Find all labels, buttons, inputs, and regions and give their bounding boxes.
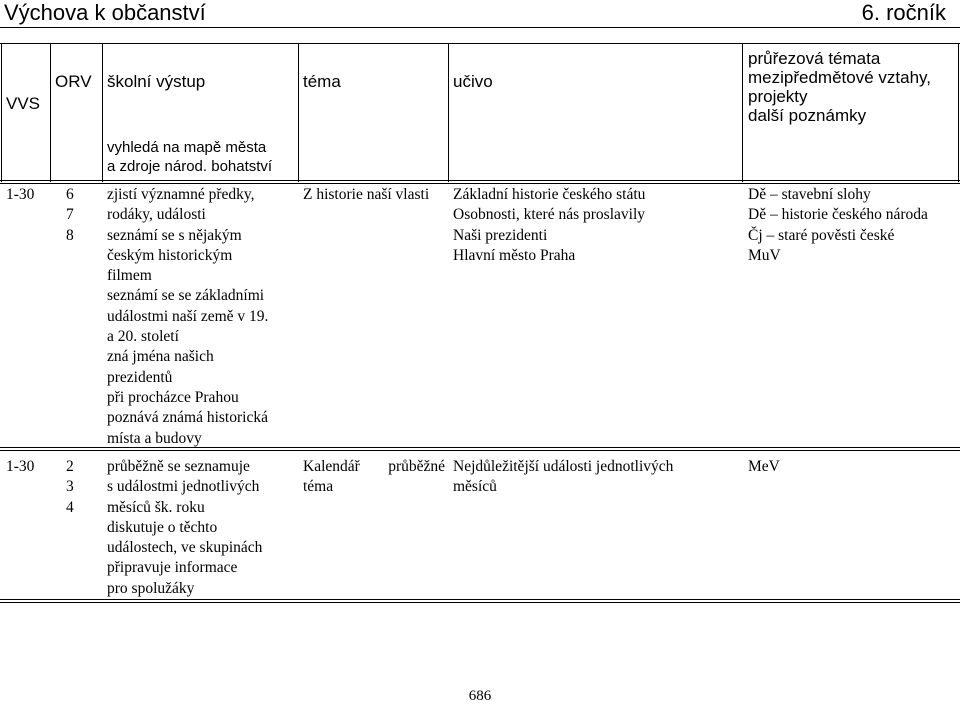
col-divider: [298, 43, 299, 182]
outcome-line: seznámí se s nějakým: [107, 226, 242, 244]
orv-number: 4: [66, 498, 74, 516]
content-item: Hlavní město Praha: [453, 246, 576, 264]
document-title: Výchova k občanství: [4, 0, 206, 25]
section2-vvs: 1-30: [6, 458, 35, 475]
section1-cross: [748, 185, 928, 266]
outcome-line: měsíců šk. roku: [107, 498, 205, 516]
col-header-cross: [748, 49, 931, 125]
orv-number: 3: [66, 478, 74, 496]
cross-item: Dě – stavební slohy: [748, 186, 871, 203]
section2-content: [453, 457, 673, 498]
content-line: Nejdůležitější události jednotlivých: [453, 458, 674, 475]
section2-outcomes: [107, 457, 262, 599]
topic-line: Kalendář průběžné: [303, 458, 445, 475]
outcome-line: místa a budovy: [107, 429, 202, 447]
section1-content: [453, 185, 645, 266]
outcome-line: při procházce Prahou: [107, 388, 239, 406]
prev-outcome: [107, 138, 272, 176]
header-rule: [0, 27, 960, 28]
section1-orv: [66, 185, 74, 246]
outcome-line: prezidentů: [107, 368, 173, 386]
col-divider: [1, 43, 2, 182]
section2-topic: [303, 457, 445, 498]
section1-outcomes: [107, 185, 268, 449]
outcome-line: průběžně se seznamuje: [107, 458, 250, 475]
orv-number: 2: [66, 458, 74, 475]
col-header-content: učivo: [453, 72, 493, 91]
cross-item: Čj – staré pověsti české: [748, 226, 895, 244]
content-item: Naši prezidenti: [453, 226, 548, 244]
outcome-line: rodáky, události: [107, 206, 206, 224]
col-divider: [958, 43, 959, 182]
section1-topic: Z historie naší vlasti: [303, 186, 430, 203]
orv-number: 6: [66, 186, 74, 203]
section2-cross: MeV: [748, 458, 780, 475]
topic-line: téma: [303, 478, 334, 496]
col-header-cross-line: projekty: [748, 87, 808, 106]
col-divider: [102, 43, 103, 182]
prev-outcome-line: a zdroje národ. bohatství: [107, 158, 273, 175]
outcome-line: pro spolužáky: [107, 579, 195, 597]
table-top-rule: [0, 43, 960, 44]
col-divider: [448, 43, 449, 182]
col-header-cross-line: další poznámky: [748, 106, 867, 125]
orv-number: 8: [66, 226, 74, 244]
outcome-line: událostech, ve skupinách: [107, 539, 263, 557]
outcome-line: filmem: [107, 267, 152, 285]
orv-number: 7: [66, 206, 74, 224]
col-divider: [50, 43, 51, 182]
col-header-outcome: školní výstup: [107, 72, 206, 91]
outcome-line: seznámí se se základními: [107, 287, 265, 305]
outcome-line: událostmi naší země v 19.: [107, 307, 269, 325]
outcome-line: s událostmi jednotlivých: [107, 478, 260, 496]
prev-outcome-line: vyhledá na mapě města: [107, 139, 267, 156]
grade-label: 6. ročník: [861, 0, 946, 25]
section1-vvs: 1-30: [6, 186, 35, 203]
content-line: měsíců: [453, 478, 497, 496]
outcome-line: a 20. století: [107, 328, 179, 346]
outcome-line: diskutuje o těchto: [107, 518, 218, 536]
outcome-line: připravuje informace: [107, 559, 238, 577]
col-header-orv: ORV: [55, 72, 92, 91]
cross-item: MuV: [748, 246, 781, 264]
content-item: Osobnosti, které nás proslavily: [453, 206, 646, 224]
outcome-line: českým historickým: [107, 246, 233, 264]
cross-item: Dě – historie českého národa: [748, 206, 928, 224]
header-bottom-rule: [0, 180, 960, 184]
outcome-line: poznává známá historická: [107, 409, 268, 427]
col-divider: [742, 43, 743, 182]
outcome-line: zná jména našich: [107, 348, 214, 366]
col-header-cross-line: průřezová témata: [748, 49, 881, 68]
content-item: Základní historie českého státu: [453, 186, 646, 203]
page-number: 686: [468, 688, 492, 704]
table-bottom-rule: [0, 599, 960, 603]
col-header-vvs: VVS: [6, 94, 41, 113]
outcome-line: zjistí významné předky,: [107, 186, 255, 203]
section2-orv: [66, 457, 74, 518]
col-header-cross-line: mezipředmětové vztahy,: [748, 68, 931, 87]
col-header-topic: téma: [303, 72, 341, 91]
